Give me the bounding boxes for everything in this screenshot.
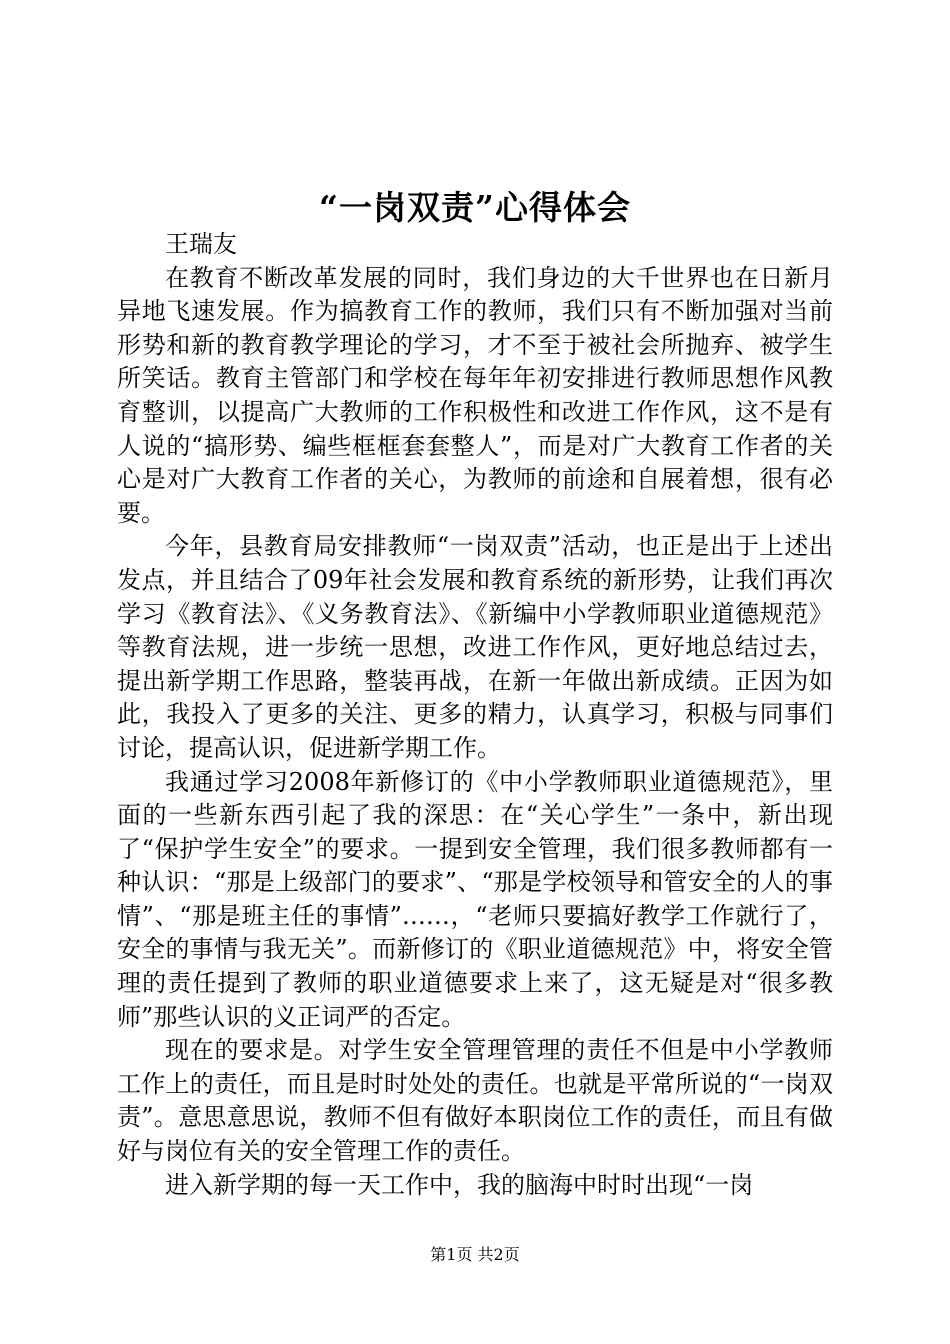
paragraph: 在教育不断改革发展的同时，我们身边的大千世界也在日新月异地飞速发展。作为搞教育工作的教师，我们只有不断加强对当前形势和新的教育教学理论的学习，才不至于被社会所抛弃、被学生所笑话。教育主管部门和学校在每年年初安排进行教师思想作风教育整训，以提高广大教师的工作积极性和改进工作作风，这不是有人说的“搞形势、编些框框套套整人”，而是对广大教育工作者的关心是对广大教育工作者的关心，为教师的前途和自展着想，很有必要。 bbox=[117, 263, 833, 527]
paragraph: 进入新学期的每一天工作中，我的脑海中时时出现“一岗 bbox=[165, 1170, 754, 1199]
page-number-footer: 第1页 共2页 bbox=[430, 1245, 520, 1264]
document-title: “一岗双责”心得体会 bbox=[319, 188, 631, 227]
paragraph: 现在的要求是。对学生安全管理管理的责任不但是中小学教师工作上的责任，而且是时时处处的责任。也就是平常所说的“一岗双责”。意思意思说，教师不但有做好本职岗位工作的责任，而且有做好与岗位有关的安全管理工作的责任。 bbox=[117, 1036, 833, 1166]
paragraph: 我通过学习2008年新修订的《中小学教师职业道德规范》，里面的一些新东西引起了我的深思：在“关心学生”一条中，新出现了“保护学生安全”的要求。一提到安全管理，我们很多教师都有一种认识：“那是上级部门的要求”、“那是学校领导和管安全的人的事情”、“那是班主任的事情”……，“老师只要搞好教学工作就行了，安全的事情与我无关”。而新修订的《职业道德规范》中，将安全管理的责任提到了教师的职业道德要求上来了，这无疑是对“很多教师”那些认识的义正词严的否定。 bbox=[117, 767, 833, 1031]
paragraph: 今年，县教育局安排教师“一岗双责”活动，也正是出于上述出发点，并且结合了09年社会发展和教育系统的新形势，让我们再次学习《教育法》、《义务教育法》、《新编中小学教师职业道德规范》等教育法规，进一步统一思想，改进工作作风，更好地总结过去，提出新学期工作思路，整装再战，在新一年做出新成绩。正因为如此，我投入了更多的关注、更多的精力，认真学习，积极与同事们讨论，提高认识，促进新学期工作。 bbox=[117, 532, 833, 762]
document-body bbox=[117, 228, 833, 1202]
author-name: 王瑞友 bbox=[165, 230, 237, 258]
